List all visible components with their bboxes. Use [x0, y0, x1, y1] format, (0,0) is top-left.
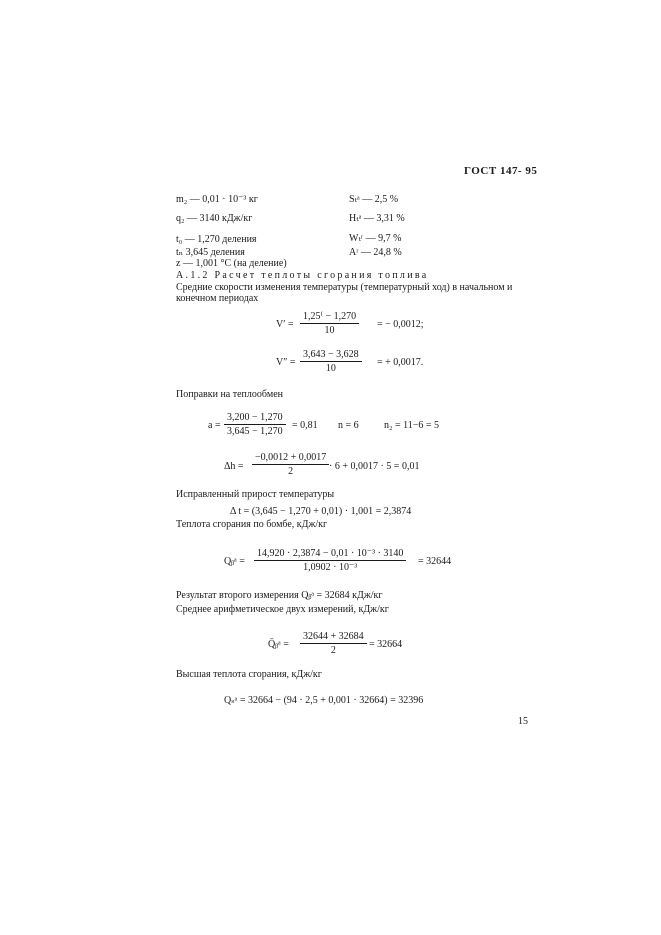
eq-qb-rhs: = 32644 — [418, 556, 452, 567]
eq-dh-num: −0,0012 + 0,0017 — [252, 452, 329, 465]
eq-a-num: 3,200 − 1,270 — [224, 412, 286, 425]
eq-avg-lhs: Q̄ᵦᵃ = — [268, 639, 289, 650]
eq-n: n = 6 — [338, 420, 359, 431]
eq-a-lhs: a = — [208, 420, 221, 431]
eq-dt: Δ t = (3,645 − 1,270 + 0,01) · 1,001 = 2,3874 — [230, 506, 412, 517]
eq-dh-lhs: Δh = — [224, 461, 244, 472]
eq-a-rhs: = 0,81 — [292, 420, 318, 431]
eq-v1-num: 1,25⁽ − 1,270 — [300, 311, 359, 324]
var-z: z — 1,001 °С (на деление) — [176, 258, 287, 269]
average-label: Среднее арифметическое двух измерений, кДж/кг — [176, 604, 389, 615]
page-header: ГОСТ 147- 95 — [464, 165, 538, 177]
eq-v2-frac — [300, 349, 362, 374]
var-sulfur: Sₜᵃ — 2,5 % — [349, 194, 399, 205]
eq-a-den: 3,645 − 1,270 — [227, 426, 283, 437]
bomb-label: Теплота сгорания по бомбе, кДж/кг — [176, 519, 328, 530]
var-t0: t₀ — 1,270 деления — [176, 234, 257, 245]
second-result: Результат второго измерения Qᵦᵃ = 32684 кДж/кг — [176, 590, 383, 601]
eq-v2-num: 3,643 − 3,628 — [300, 349, 362, 362]
eq-v2-lhs: V″ = — [276, 357, 296, 368]
var-m2: m₂ — 0,01 · 10⁻³ кг — [176, 194, 258, 205]
eq-n2: n₂ = 11−6 = 5 — [384, 420, 440, 431]
eq-a-frac — [224, 412, 286, 437]
eq-avg-rhs: = 32664 — [369, 639, 403, 650]
eq-qb-num: 14,920 · 2,3874 − 0,01 · 10⁻³ · 3140 — [254, 548, 406, 561]
eq-v1-frac — [300, 311, 359, 336]
gross-label: Высшая теплота сгорания, кДж/кг — [176, 669, 322, 680]
corrected-label: Исправленный прирост температуры — [176, 489, 335, 500]
eq-avg-frac — [300, 631, 367, 656]
eq-v1-lhs: V′ = — [276, 319, 294, 330]
page-number: 15 — [518, 716, 528, 727]
var-tn: tₙ 3,645 деления — [176, 247, 245, 258]
eq-qb-frac — [254, 548, 406, 573]
eq-v1-den: 10 — [324, 325, 335, 336]
var-hydrogen: Hₜᵃ — 3,31 % — [349, 213, 405, 224]
eq-gross: Qₛᵃ = 32664 − (94 · 2,5 + 0,001 · 32664) = 32396 — [224, 695, 424, 706]
eq-dh-den: 2 — [288, 466, 294, 477]
eq-qb-den: 1,0902 · 10⁻³ — [303, 562, 358, 573]
eq-avg-den: 2 — [330, 645, 336, 656]
eq-avg-num: 32644 + 32684 — [300, 631, 367, 644]
intro-text-2: конечном периодах — [176, 293, 259, 304]
eq-v1-rhs: = − 0,0012; — [377, 319, 424, 330]
eq-dh-frac — [252, 452, 329, 477]
var-ash: Aʳ — 24,8 % — [349, 247, 402, 258]
eq-qb-lhs: Qᵦᵃ = — [224, 556, 245, 567]
var-q2: q₂ — 3140 кДж/кг — [176, 213, 253, 224]
eq-v2-den: 10 — [325, 363, 336, 374]
intro-text: Средние скорости изменения температуры (температурный ход) в начальном и — [176, 282, 513, 293]
section-title: А.1.2 Расчет теплоты сгорания топлива — [176, 270, 429, 281]
eq-dh-rhs: · 6 + 0,0017 · 5 = 0,01 — [329, 461, 420, 472]
var-moisture: Wₜʳ — 9,7 % — [349, 233, 402, 244]
eq-v2-rhs: = + 0,0017. — [377, 357, 424, 368]
heat-exchange-label: Поправки на теплообмен — [176, 389, 283, 400]
